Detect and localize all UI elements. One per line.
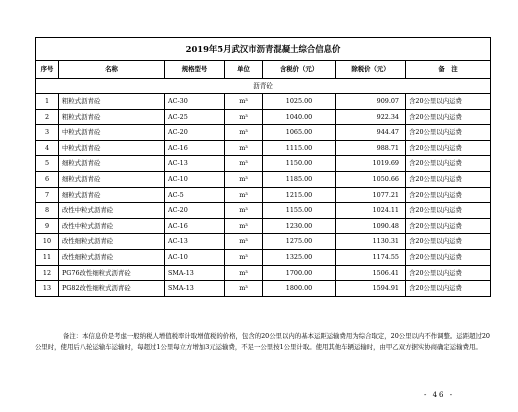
row-spec: AC-25 — [165, 109, 225, 125]
row-unit: m³ — [225, 281, 263, 297]
row-unit: m³ — [225, 156, 263, 172]
row-spec: SMA-13 — [165, 281, 225, 297]
row-tax-excl: 909.07 — [336, 94, 406, 110]
row-spec: AC-10 — [165, 171, 225, 187]
row-index: 4 — [36, 140, 59, 156]
row-spec: AC-20 — [165, 125, 225, 141]
row-name: 中粒式沥青砼 — [59, 125, 165, 141]
row-unit: m³ — [225, 265, 263, 281]
table-row — [36, 156, 491, 172]
row-unit: m³ — [225, 140, 263, 156]
row-remark: 含20公里以内运费 — [406, 156, 491, 172]
row-tax-incl: 1065.00 — [263, 125, 336, 141]
row-remark: 含20公里以内运费 — [406, 125, 491, 141]
row-remark: 含20公里以内运费 — [406, 187, 491, 203]
table-row — [36, 125, 491, 141]
row-name: PG76改性细粒式沥青砼 — [59, 265, 165, 281]
row-index: 7 — [36, 187, 59, 203]
footnote: 备注：本信息价是考虑一般纳税人增值税率计取增值税的价格，包含的20公里以内的基本运距运输费用为综合取定，20公里以内不作调整。运距超过20公里时，使用后八轮运输车运输时，每超过1公里每立方增加3元运输费，不足一公里按1公里计取。使用其他车辆运输时，由甲乙双方据实协商确定运输费用。 — [35, 332, 491, 351]
table-row — [36, 94, 491, 110]
table-row — [36, 171, 491, 187]
row-name: 粗粒式沥青砼 — [59, 94, 165, 110]
header-tax-excl: 除税价（元） — [336, 61, 406, 79]
row-spec: AC-5 — [165, 187, 225, 203]
row-unit: m³ — [225, 171, 263, 187]
row-name: PG82改性细粒式沥青砼 — [59, 281, 165, 297]
row-name: 细粒式沥青砼 — [59, 156, 165, 172]
row-tax-excl: 1130.31 — [336, 234, 406, 250]
row-index: 8 — [36, 203, 59, 219]
row-spec: AC-10 — [165, 249, 225, 265]
table-row — [36, 140, 491, 156]
row-name: 改性细粒式沥青砼 — [59, 234, 165, 250]
row-remark: 含20公里以内运费 — [406, 171, 491, 187]
price-table — [35, 37, 491, 297]
row-tax-excl: 1077.21 — [336, 187, 406, 203]
row-tax-excl: 1050.66 — [336, 171, 406, 187]
row-spec: AC-13 — [165, 234, 225, 250]
row-remark: 含20公里以内运费 — [406, 203, 491, 219]
row-tax-excl: 988.71 — [336, 140, 406, 156]
table-title: 2019年5月武汉市沥青混凝土综合信息价 — [36, 38, 491, 61]
section-label: 沥青砼 — [36, 79, 491, 94]
row-tax-incl: 1150.00 — [263, 156, 336, 172]
row-index: 11 — [36, 249, 59, 265]
row-unit: m³ — [225, 218, 263, 234]
row-remark: 含20公里以内运费 — [406, 234, 491, 250]
row-tax-incl: 1325.00 — [263, 249, 336, 265]
row-tax-incl: 1275.00 — [263, 234, 336, 250]
header-unit: 单位 — [225, 61, 263, 79]
row-index: 5 — [36, 156, 59, 172]
row-tax-excl: 1090.48 — [336, 218, 406, 234]
row-tax-excl: 1019.69 — [336, 156, 406, 172]
row-name: 改性中粒式沥青砼 — [59, 203, 165, 219]
row-unit: m³ — [225, 125, 263, 141]
row-name: 细粒式沥青砼 — [59, 171, 165, 187]
row-name: 改性中粒式沥青砼 — [59, 218, 165, 234]
row-index: 6 — [36, 171, 59, 187]
row-index: 3 — [36, 125, 59, 141]
row-remark: 含20公里以内运费 — [406, 94, 491, 110]
header-tax-incl: 含税价（元） — [263, 61, 336, 79]
table-row — [36, 203, 491, 219]
header-name: 名称 — [59, 61, 165, 79]
page-number: - 46 - — [424, 391, 455, 399]
table-row — [36, 218, 491, 234]
row-spec: AC-16 — [165, 140, 225, 156]
row-remark: 含20公里以内运费 — [406, 109, 491, 125]
row-index: 1 — [36, 94, 59, 110]
row-index: 12 — [36, 265, 59, 281]
table-row — [36, 187, 491, 203]
row-index: 2 — [36, 109, 59, 125]
row-tax-incl: 1040.00 — [263, 109, 336, 125]
row-unit: m³ — [225, 234, 263, 250]
row-index: 10 — [36, 234, 59, 250]
row-spec: SMA-13 — [165, 265, 225, 281]
table-body — [36, 94, 491, 297]
header-spec: 规格型号 — [165, 61, 225, 79]
row-name: 中粒式沥青砼 — [59, 140, 165, 156]
row-unit: m³ — [225, 249, 263, 265]
row-spec: AC-30 — [165, 94, 225, 110]
row-tax-excl: 1506.41 — [336, 265, 406, 281]
row-tax-incl: 1800.00 — [263, 281, 336, 297]
row-tax-excl: 922.34 — [336, 109, 406, 125]
row-unit: m³ — [225, 109, 263, 125]
table-row — [36, 281, 491, 297]
row-tax-incl: 1025.00 — [263, 94, 336, 110]
table-row — [36, 234, 491, 250]
row-index: 13 — [36, 281, 59, 297]
row-tax-excl: 944.47 — [336, 125, 406, 141]
row-tax-incl: 1115.00 — [263, 140, 336, 156]
row-spec: AC-13 — [165, 156, 225, 172]
row-tax-excl: 1174.55 — [336, 249, 406, 265]
row-remark: 含20公里以内运费 — [406, 218, 491, 234]
table-row — [36, 109, 491, 125]
row-spec: AC-16 — [165, 218, 225, 234]
header-remark: 备 注 — [406, 61, 491, 79]
row-name: 细粒式沥青砼 — [59, 187, 165, 203]
row-tax-excl: 1594.91 — [336, 281, 406, 297]
row-spec: AC-20 — [165, 203, 225, 219]
row-name: 改性细粒式沥青砼 — [59, 249, 165, 265]
row-tax-incl: 1155.00 — [263, 203, 336, 219]
row-remark: 含20公里以内运费 — [406, 249, 491, 265]
row-tax-incl: 1230.00 — [263, 218, 336, 234]
row-remark: 含20公里以内运费 — [406, 265, 491, 281]
price-table-container — [35, 37, 490, 297]
row-tax-incl: 1215.00 — [263, 187, 336, 203]
row-name: 粗粒式沥青砼 — [59, 109, 165, 125]
table-row — [36, 249, 491, 265]
row-unit: m³ — [225, 94, 263, 110]
row-remark: 含20公里以内运费 — [406, 281, 491, 297]
row-unit: m³ — [225, 187, 263, 203]
row-tax-incl: 1700.00 — [263, 265, 336, 281]
header-row — [36, 61, 491, 79]
row-tax-incl: 1185.00 — [263, 171, 336, 187]
row-tax-excl: 1024.11 — [336, 203, 406, 219]
header-index: 序号 — [36, 61, 59, 79]
row-unit: m³ — [225, 203, 263, 219]
row-remark: 含20公里以内运费 — [406, 140, 491, 156]
row-index: 9 — [36, 218, 59, 234]
table-row — [36, 265, 491, 281]
